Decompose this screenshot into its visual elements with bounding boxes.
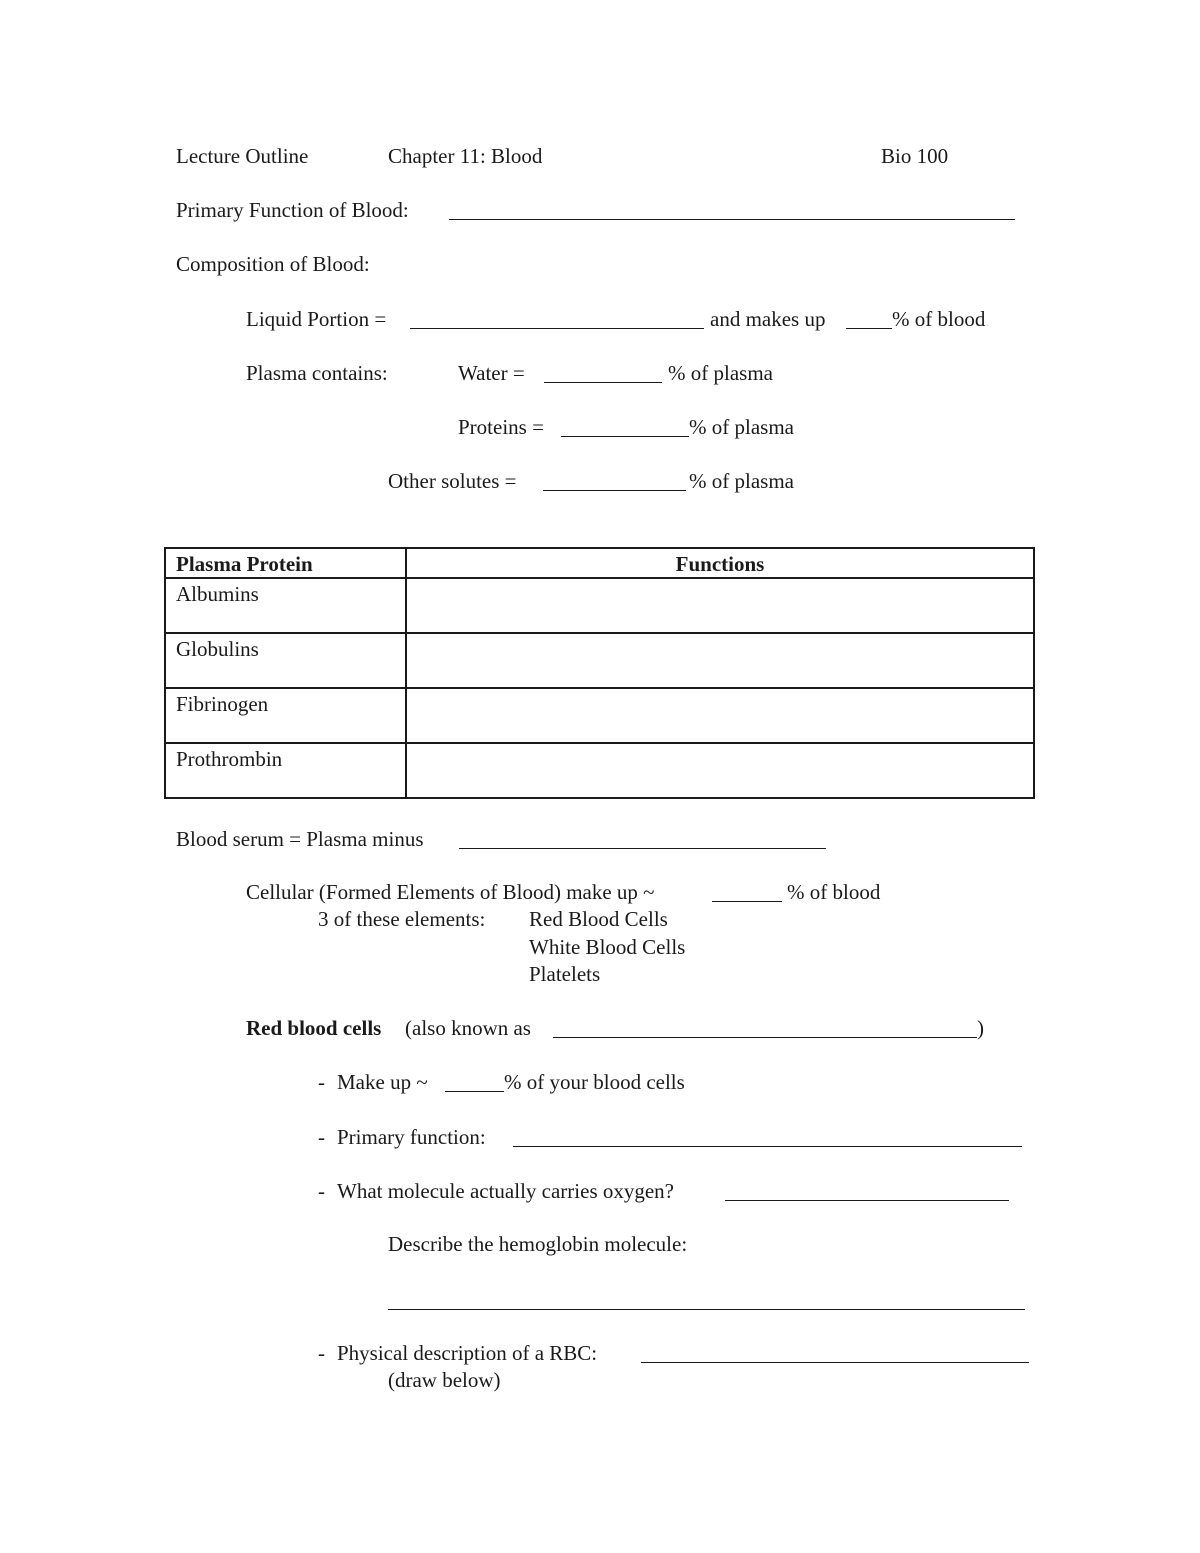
function-cell[interactable] (406, 743, 1034, 798)
serum-blank[interactable] (459, 848, 826, 849)
hemoglobin-answer-blank[interactable] (388, 1309, 1025, 1310)
bullet-dash: - (318, 1070, 325, 1094)
water-suffix: % of plasma (668, 361, 773, 385)
other-solutes-suffix: % of plasma (689, 469, 794, 493)
header-left: Lecture Outline (176, 144, 309, 168)
liquid-percent-blank[interactable] (846, 328, 892, 329)
element-item: Red Blood Cells (529, 907, 668, 931)
function-cell[interactable] (406, 633, 1034, 688)
water-blank[interactable] (544, 382, 662, 383)
bullet-dash: - (318, 1341, 325, 1365)
rbc-aka-close: ) (977, 1016, 984, 1040)
protein-cell: Prothrombin (165, 743, 406, 798)
make-up-suffix: % of your blood cells (504, 1070, 685, 1094)
column-header-protein: Plasma Protein (165, 548, 406, 578)
primary-function-blank[interactable] (449, 219, 1015, 220)
header-chapter: Chapter 11: Blood (388, 144, 543, 168)
elements-label: 3 of these elements: (318, 907, 486, 931)
cellular-percent-blank[interactable] (712, 901, 782, 902)
rbc-title: Red blood cells (246, 1016, 382, 1040)
cellular-label: Cellular (Formed Elements of Blood) make up ~ (246, 880, 655, 904)
rbc-aka-label: (also known as (405, 1016, 531, 1040)
table-header-row (165, 548, 1034, 578)
serum-label: Blood serum = Plasma minus (176, 827, 424, 851)
physical-description-label: Physical description of a RBC: (337, 1341, 598, 1365)
liquid-portion-label: Liquid Portion = (246, 307, 387, 331)
table-row (165, 743, 1034, 798)
liquid-percent-suffix: % of blood (892, 307, 986, 331)
make-up-label: Make up ~ (337, 1070, 428, 1094)
protein-cell: Fibrinogen (165, 688, 406, 743)
rbc-primary-function-label: Primary function: (337, 1125, 486, 1149)
composition-label: Composition of Blood: (176, 252, 370, 276)
plasma-contains-label: Plasma contains: (246, 361, 388, 385)
protein-cell: Globulins (165, 633, 406, 688)
make-up-blank[interactable] (445, 1091, 504, 1092)
molecule-answer-blank[interactable] (725, 1200, 1009, 1201)
header-course: Bio 100 (881, 144, 949, 168)
rbc-primary-function-blank[interactable] (513, 1146, 1022, 1147)
other-solutes-label: Other solutes = (388, 469, 517, 493)
liquid-makes-up-label: and makes up (710, 307, 826, 331)
bullet-dash: - (318, 1179, 325, 1203)
plasma-protein-table (164, 547, 1035, 799)
element-item: White Blood Cells (529, 935, 686, 959)
hemoglobin-prompt: Describe the hemoglobin molecule: (388, 1232, 688, 1256)
primary-function-label: Primary Function of Blood: (176, 198, 409, 222)
table-row (165, 633, 1034, 688)
proteins-suffix: % of plasma (689, 415, 794, 439)
proteins-label: Proteins = (458, 415, 544, 439)
protein-cell: Albumins (165, 578, 406, 633)
other-solutes-blank[interactable] (543, 490, 686, 491)
rbc-aka-blank[interactable] (553, 1037, 977, 1038)
water-label: Water = (458, 361, 525, 385)
proteins-blank[interactable] (561, 436, 689, 437)
molecule-question: What molecule actually carries oxygen? (337, 1179, 675, 1203)
bullet-dash: - (318, 1125, 325, 1149)
table-row (165, 578, 1034, 633)
liquid-portion-blank[interactable] (410, 328, 704, 329)
draw-below-note: (draw below) (388, 1368, 501, 1392)
physical-description-blank[interactable] (641, 1362, 1029, 1363)
cellular-suffix: % of blood (787, 880, 881, 904)
table-row (165, 688, 1034, 743)
element-item: Platelets (529, 962, 601, 986)
function-cell[interactable] (406, 578, 1034, 633)
column-header-functions: Functions (406, 548, 1034, 578)
function-cell[interactable] (406, 688, 1034, 743)
